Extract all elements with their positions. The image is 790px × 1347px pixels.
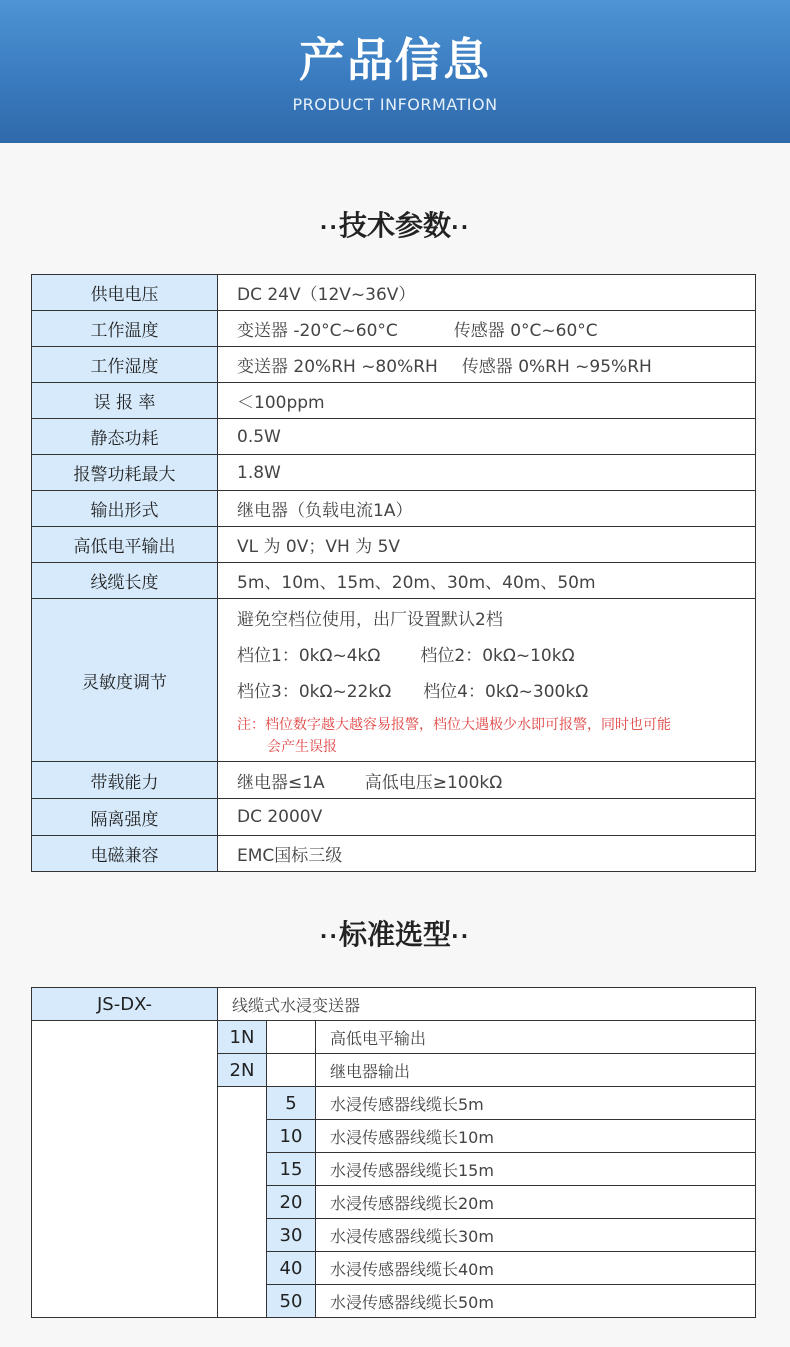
gear-row bbox=[237, 674, 755, 710]
length-desc: 水浸传感器线缆长10m bbox=[316, 1120, 756, 1153]
length-desc: 水浸传感器线缆长40m bbox=[316, 1252, 756, 1285]
warning-note-cont: 会产生误报 bbox=[267, 739, 337, 755]
tech-section-title: 技术参数 bbox=[338, 209, 451, 242]
param-label: 工作温度 bbox=[32, 311, 218, 347]
blank-cell bbox=[267, 1054, 316, 1087]
blank-cell bbox=[32, 1021, 218, 1318]
selection-section-heading bbox=[0, 913, 790, 953]
param-value-a: 变送器 20%RH ~80%RH bbox=[237, 357, 438, 377]
output-desc: 继电器输出 bbox=[316, 1054, 756, 1087]
table-row bbox=[32, 419, 756, 455]
tech-params-table bbox=[31, 274, 756, 872]
length-code: 20 bbox=[267, 1186, 316, 1219]
param-label: 工作湿度 bbox=[32, 347, 218, 383]
param-value-a: 继电器≤1A bbox=[237, 772, 325, 793]
table-row bbox=[32, 347, 756, 383]
param-value bbox=[218, 311, 756, 347]
param-label: 报警功耗最大 bbox=[32, 455, 218, 491]
table-row bbox=[32, 455, 756, 491]
header-banner bbox=[0, 0, 790, 143]
page-subtitle: PRODUCT INFORMATION bbox=[292, 95, 498, 114]
length-code: 10 bbox=[267, 1120, 316, 1153]
output-code: 1N bbox=[218, 1021, 267, 1054]
param-label: 供电电压 bbox=[32, 275, 218, 311]
param-value: VL 为 0V；VH 为 5V bbox=[218, 527, 756, 563]
param-value: 5m、10m、15m、20m、30m、40m、50m bbox=[218, 563, 756, 599]
param-value bbox=[218, 762, 756, 799]
length-code: 50 bbox=[267, 1285, 316, 1318]
tech-section-heading bbox=[0, 204, 790, 244]
param-value: 1.8W bbox=[218, 455, 756, 491]
length-code: 5 bbox=[267, 1087, 316, 1120]
param-label: 灵敏度调节 bbox=[32, 599, 218, 762]
model-code: JS-DX- bbox=[32, 988, 218, 1021]
selection-table bbox=[31, 987, 756, 1318]
table-row bbox=[32, 563, 756, 599]
length-desc: 水浸传感器线缆长15m bbox=[316, 1153, 756, 1186]
param-value: EMC国标三级 bbox=[218, 836, 756, 872]
param-label: 隔离强度 bbox=[32, 799, 218, 836]
param-value-b: 高低电压≥100kΩ bbox=[364, 772, 503, 793]
gear-2: 档位2：0kΩ~10kΩ bbox=[420, 646, 575, 666]
param-label: 线缆长度 bbox=[32, 563, 218, 599]
param-value bbox=[218, 347, 756, 383]
gear-3: 档位3：0kΩ~22kΩ bbox=[237, 682, 392, 702]
param-label: 带载能力 bbox=[32, 762, 218, 799]
table-row bbox=[32, 988, 756, 1021]
param-label: 静态功耗 bbox=[32, 419, 218, 455]
sensitivity-line: 避免空档位使用，出厂设置默认2档 bbox=[237, 610, 503, 630]
table-row bbox=[32, 836, 756, 872]
length-desc: 水浸传感器线缆长50m bbox=[316, 1285, 756, 1318]
param-value: DC 24V（12V~36V） bbox=[218, 275, 756, 311]
table-row bbox=[32, 527, 756, 563]
table-row bbox=[32, 491, 756, 527]
table-row bbox=[32, 1021, 756, 1054]
heading-dots-right: ·· bbox=[451, 924, 471, 948]
heading-dots-left: ·· bbox=[319, 215, 339, 239]
output-desc: 高低电平输出 bbox=[316, 1021, 756, 1054]
gear-row bbox=[237, 638, 755, 674]
param-value: 继电器（负载电流1A） bbox=[218, 491, 756, 527]
table-row bbox=[32, 799, 756, 836]
heading-dots-right: ·· bbox=[451, 215, 471, 239]
param-label: 电磁兼容 bbox=[32, 836, 218, 872]
length-desc: 水浸传感器线缆长30m bbox=[316, 1219, 756, 1252]
param-value: 0.5W bbox=[218, 419, 756, 455]
blank-cell bbox=[218, 1087, 267, 1318]
param-value-b: 传感器 0%RH ~95%RH bbox=[461, 357, 652, 377]
sensitivity-cell bbox=[218, 599, 756, 762]
gear-4: 档位4：0kΩ~300kΩ bbox=[423, 682, 589, 702]
output-code: 2N bbox=[218, 1054, 267, 1087]
heading-dots-left: ·· bbox=[319, 924, 339, 948]
length-code: 40 bbox=[267, 1252, 316, 1285]
param-value-b: 传感器 0°C~60°C bbox=[453, 321, 598, 341]
param-value-a: 变送器 -20°C~60°C bbox=[237, 321, 398, 341]
page-title: 产品信息 bbox=[299, 33, 491, 87]
table-row bbox=[32, 762, 756, 799]
warning-note: 注：档位数字越大越容易报警，档位大遇极少水即可报警，同时也可能 bbox=[237, 717, 671, 733]
table-row bbox=[32, 311, 756, 347]
param-value: ＜100ppm bbox=[218, 383, 756, 419]
model-desc: 线缆式水浸变送器 bbox=[218, 988, 756, 1021]
length-code: 30 bbox=[267, 1219, 316, 1252]
table-row bbox=[32, 383, 756, 419]
selection-section-title: 标准选型 bbox=[338, 918, 451, 951]
param-label: 误 报 率 bbox=[32, 383, 218, 419]
length-code: 15 bbox=[267, 1153, 316, 1186]
length-desc: 水浸传感器线缆长5m bbox=[316, 1087, 756, 1120]
param-label: 输出形式 bbox=[32, 491, 218, 527]
param-value: DC 2000V bbox=[218, 799, 756, 836]
param-label: 高低电平输出 bbox=[32, 527, 218, 563]
gear-1: 档位1：0kΩ~4kΩ bbox=[237, 646, 381, 666]
table-row bbox=[32, 275, 756, 311]
length-desc: 水浸传感器线缆长20m bbox=[316, 1186, 756, 1219]
blank-cell bbox=[267, 1021, 316, 1054]
table-row bbox=[32, 599, 756, 762]
